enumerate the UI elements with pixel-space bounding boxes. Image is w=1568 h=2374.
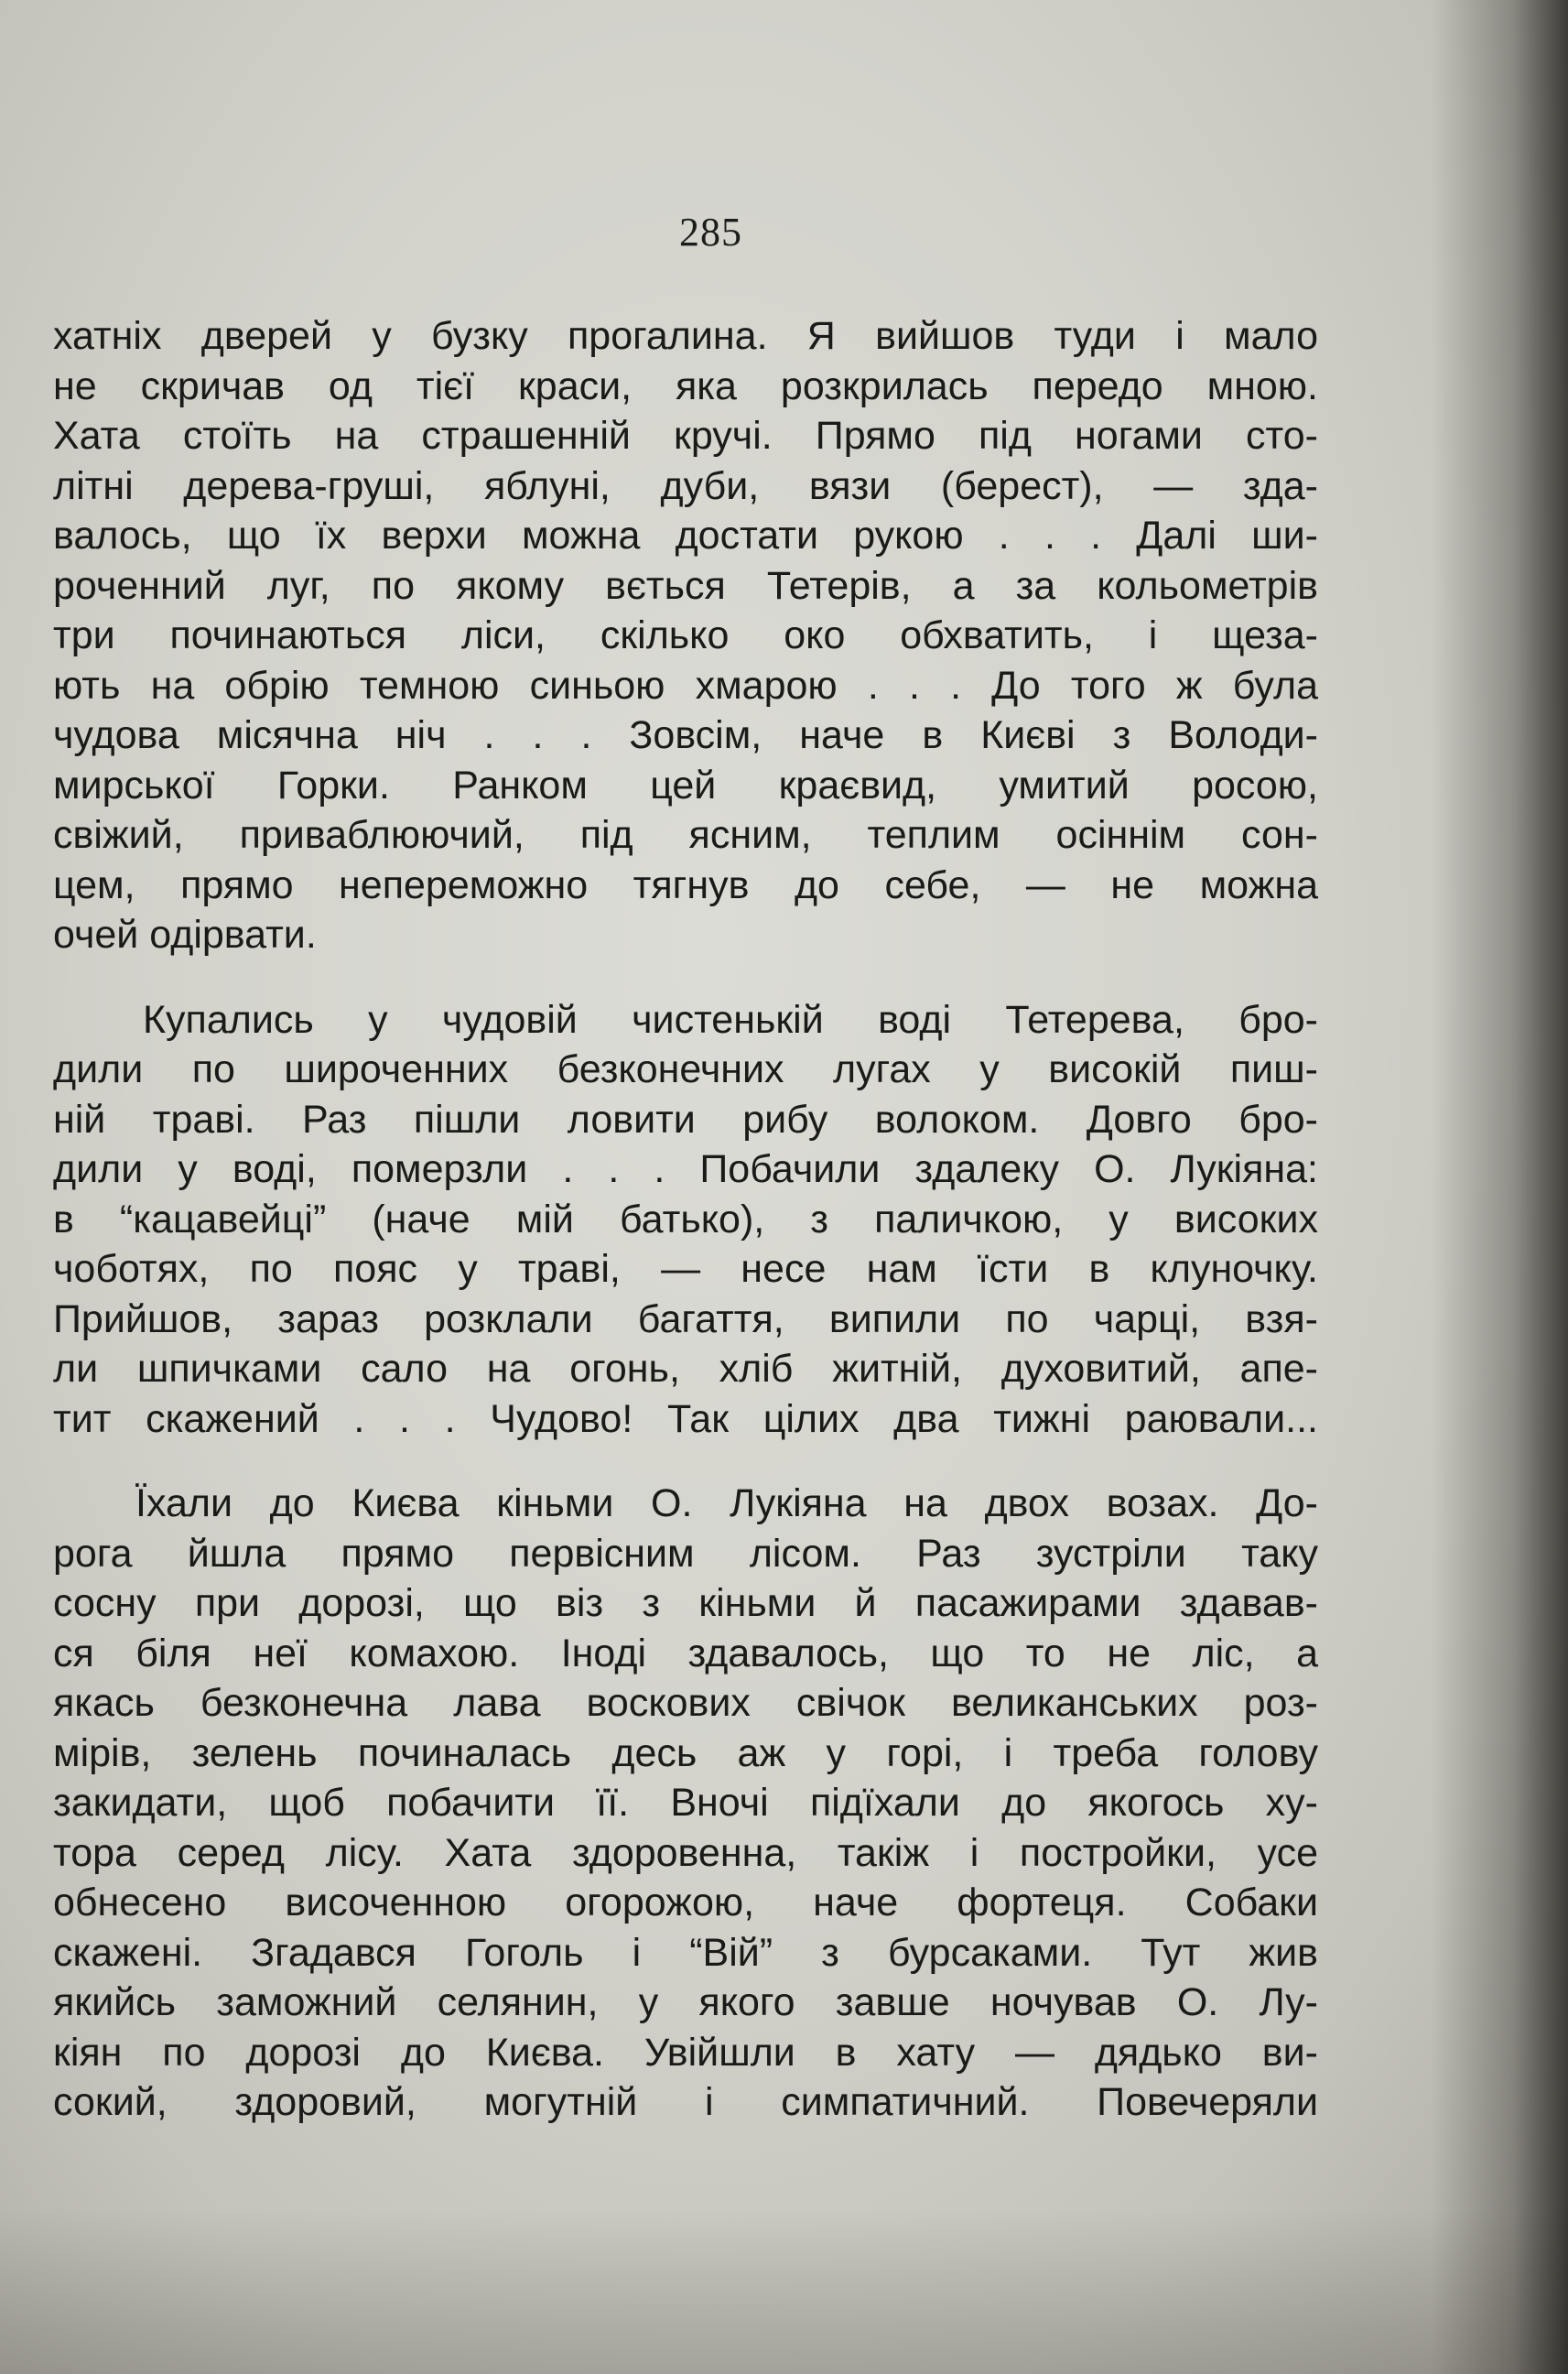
text-line: сокий, здоровий, могутній і симпатичний. Повечеряли bbox=[53, 2080, 1318, 2124]
text-line: тит скажений . . . Чудово! Так цілих два тижні раювали... bbox=[53, 1396, 1318, 1441]
text-line: якась безконечна лава воскових свічок великанських роз- bbox=[53, 1681, 1318, 1725]
text-line: мирської Горки. Ранком цей краєвид, умитий росою, bbox=[53, 763, 1318, 808]
text-line: ють на обрію темною синьою хмарою . . . До того ж була bbox=[53, 663, 1318, 708]
text-line: чоботях, по пояс у траві, — несе нам їсти в клуночку. bbox=[53, 1247, 1318, 1291]
text-line: три починаються ліси, скілько око обхватить, і щеза- bbox=[53, 613, 1318, 657]
text-line: очей одірвати. bbox=[53, 913, 317, 957]
text-line: свіжий, приваблюючий, під ясним, теплим осіннім сон- bbox=[53, 813, 1318, 857]
text-line: ній траві. Раз пішли ловити рибу волоком. Довго бро- bbox=[53, 1097, 1318, 1142]
text-line: кіян по дорозі до Києва. Увійшли в хату — дядько ви- bbox=[53, 2030, 1318, 2075]
text-line: Їхали до Києва кіньми О. Лукіяна на двох возах. До- bbox=[135, 1481, 1318, 1525]
text-line: літні дерева-груші, яблуні, дуби, вязи (берест), — зда- bbox=[53, 463, 1318, 508]
text-line: валось, що їх верхи можна достати рукою . . . Далі ши- bbox=[53, 514, 1318, 558]
text-line: якийсь заможний селянин, у якого завше ночував О. Лу- bbox=[53, 1980, 1318, 2024]
paragraph-2 bbox=[53, 995, 1318, 1445]
text-line: мірів, зелень починалась десь аж у горі, і треба голову bbox=[53, 1730, 1318, 1775]
text-line: Прийшов, зараз розклали багаття, випили по чарці, взя- bbox=[53, 1296, 1318, 1341]
text-line: не скричав од тієї краси, яка розкрилась передо мною. bbox=[53, 363, 1318, 408]
text-line: чудова місячна ніч . . . Зовсім, наче в Києві з Володи- bbox=[53, 713, 1318, 757]
page-number: 285 bbox=[679, 210, 742, 255]
text-line: ся біля неї комахою. Іноді здавалось, що то не ліс, а bbox=[53, 1631, 1318, 1675]
text-line: цем, прямо непереможно тягнув до себе, — не можна bbox=[53, 862, 1318, 907]
text-line: Купались у чудовій чистенькій воді Тетерева, бро- bbox=[143, 997, 1318, 1042]
text-line: хатніх дверей у бузку прогалина. Я вийшов туди і мало bbox=[53, 314, 1318, 358]
text-line: Хата стоїть на страшенній кручі. Прямо під ногами сто- bbox=[53, 414, 1318, 458]
text-line: сосну при дорозі, що віз з кіньми й пасажирами здавав- bbox=[53, 1581, 1318, 1625]
text-line: обнесено височенною огорожою, наче фортеця. Собаки bbox=[53, 1881, 1318, 1924]
text-line: дили по широченних безконечних лугах у високій пиш- bbox=[53, 1047, 1318, 1091]
text-line: рога йшла прямо первісним лісом. Раз зустріли таку bbox=[53, 1531, 1318, 1576]
text-line: ли шпичками сало на огонь, хліб житній, духовитий, апе- bbox=[53, 1347, 1318, 1391]
body-text bbox=[53, 311, 1318, 2128]
paragraph-3 bbox=[53, 1479, 1318, 2128]
text-line: роченний луг, по якому вється Тетерів, а за кольометрів bbox=[53, 563, 1318, 608]
text-line: скажені. Згадався Гоголь і “Вій” з бурсаками. Тут жив bbox=[53, 1930, 1318, 1975]
text-line: в “кацавейці” (наче мій батько), з паличкою, у високих bbox=[53, 1197, 1318, 1241]
paragraph-1 bbox=[53, 311, 1318, 960]
text-line: тора серед лісу. Хата здоровенна, такіж і постройки, усе bbox=[53, 1830, 1318, 1875]
text-line: дили у воді, померзли . . . Побачили здалеку О. Лукіяна: bbox=[53, 1147, 1318, 1191]
text-line: закидати, щоб побачити її. Вночі підїхали до якогось ху- bbox=[53, 1781, 1318, 1825]
